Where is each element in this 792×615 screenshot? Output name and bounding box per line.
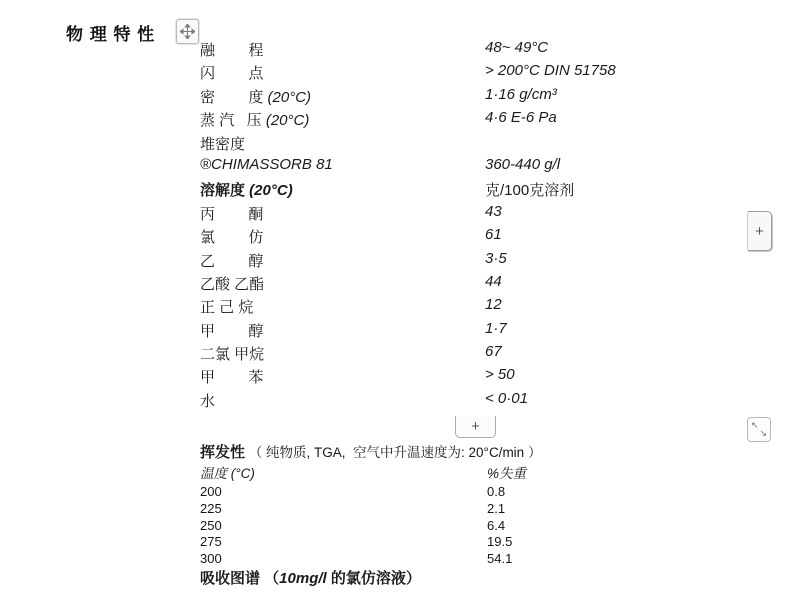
property-label-text: 乙酸 乙酯 [200,275,265,293]
property-value: 44 [485,272,502,290]
property-label-text: 氯 仿 [200,229,264,247]
property-label-text: ®CHIMASSORB 81 [200,155,333,173]
property-value: 1·16 g/cm³ [485,85,557,103]
property-label [200,179,485,200]
volatility-weight-loss: 0.8 [487,484,506,499]
property-row [200,343,660,366]
volatility-heading-note: （ 纯物质, TGA, 空气中升温速度为: 20°C/min ） [245,445,542,460]
volatility-weight-loss: 54.1 [487,551,513,567]
property-row [200,133,660,156]
property-label-text: 融 程 [200,42,264,59]
property-label-suffix: (20°C) [245,182,293,200]
property-row [200,390,660,413]
absorption-heading-italic: 10mg/l [279,570,327,587]
property-value: 12 [485,296,502,314]
property-label [200,250,485,271]
property-label [200,62,485,83]
volatility-row [200,484,560,501]
property-value: 4·6 E-6 Pa [485,109,557,127]
property-value: 360-440 g/l [485,155,561,173]
property-label [200,156,485,173]
property-label-text: 甲 醇 [200,322,264,340]
volatility-temperature: 275 [200,534,222,550]
resize-diagonal-icon: ↘ [759,428,767,438]
volatility-row [200,551,560,568]
absorption-heading [200,567,421,588]
volatility-row [200,501,560,518]
page-title: 物 理 特 性 [66,25,156,44]
property-label [200,390,485,411]
property-row [200,179,660,202]
property-row [200,203,660,226]
property-row [200,109,660,132]
property-row [200,320,660,343]
property-label [200,203,485,224]
property-label-text: 正 己 烷 [200,299,254,317]
volatility-weight-loss: 6.4 [487,517,506,533]
volatility-temperature: 300 [200,551,222,567]
property-value: 克/100克溶剂 [485,182,575,200]
property-value: > 50 [485,366,515,384]
volatility-heading [200,441,541,462]
property-value: 3·5 [485,249,507,267]
expand-right-button[interactable] [747,211,772,251]
property-label-text: 丙 酮 [200,205,264,223]
property-label [200,109,485,130]
move-handle-button[interactable] [176,19,199,44]
volatility-table [200,484,560,568]
volatility-heading-bold: 挥发性 [200,444,246,461]
property-label [200,39,485,60]
move-icon [180,24,195,39]
property-label-text: 二氯 甲烷 [200,346,265,364]
property-label [200,273,485,294]
property-label [200,296,485,317]
property-label-suffix: (20°C) [261,112,310,130]
absorption-heading-suffix: 的氯仿溶液） [326,570,421,587]
property-label-suffix: (20°C) [263,88,312,106]
volatility-weight-loss: 19.5 [487,534,513,550]
property-row [200,273,660,296]
properties-table [200,39,660,413]
property-label [200,366,485,387]
volatility-temperature: 250 [200,517,222,533]
property-row [200,62,660,85]
property-value: 61 [485,226,502,244]
property-label [200,86,485,107]
resize-diagonal-icon: ↖ [751,420,759,430]
property-label-text: 闪 点 [200,65,264,83]
volatility-row [200,534,560,551]
volatility-row [200,518,560,535]
property-value: > 200°C DIN 51758 [485,62,616,80]
property-label-text: 蒸 汽 压 [200,112,262,130]
property-label-text: 溶解度 [200,182,246,200]
property-value: 43 [485,202,502,220]
property-label [200,226,485,247]
property-label [200,320,485,341]
property-value: 67 [485,343,502,361]
volatility-weight-loss: 2.1 [487,500,506,516]
volatility-col-weight-loss: %失重 [487,466,527,481]
property-row [200,39,660,62]
property-row [200,366,660,389]
property-label-text: 堆密度 [200,135,246,153]
property-row [200,296,660,319]
resize-button[interactable] [747,417,771,442]
property-row [200,226,660,249]
property-row [200,156,660,179]
property-label-text: 甲 苯 [200,369,264,387]
property-row [200,250,660,273]
property-label-text: 水 [200,392,216,410]
property-value: < 0·01 [485,389,528,407]
plus-icon: + [471,418,480,435]
property-label-text: 乙 醇 [200,252,264,270]
volatility-temperature: 225 [200,500,222,516]
property-label-text: 密 度 [200,88,264,106]
volatility-temperature: 200 [200,484,222,499]
property-value: 1·7 [485,319,507,337]
absorption-heading-prefix: 吸收图谱 （ [200,570,280,587]
property-label [200,133,485,154]
plus-icon: + [755,222,764,240]
volatility-col-temperature: 温度 (°C) [200,466,255,481]
property-label [200,343,485,364]
property-value: 48~ 49°C [485,39,549,56]
property-row [200,86,660,109]
expand-bottom-button[interactable] [455,416,496,438]
